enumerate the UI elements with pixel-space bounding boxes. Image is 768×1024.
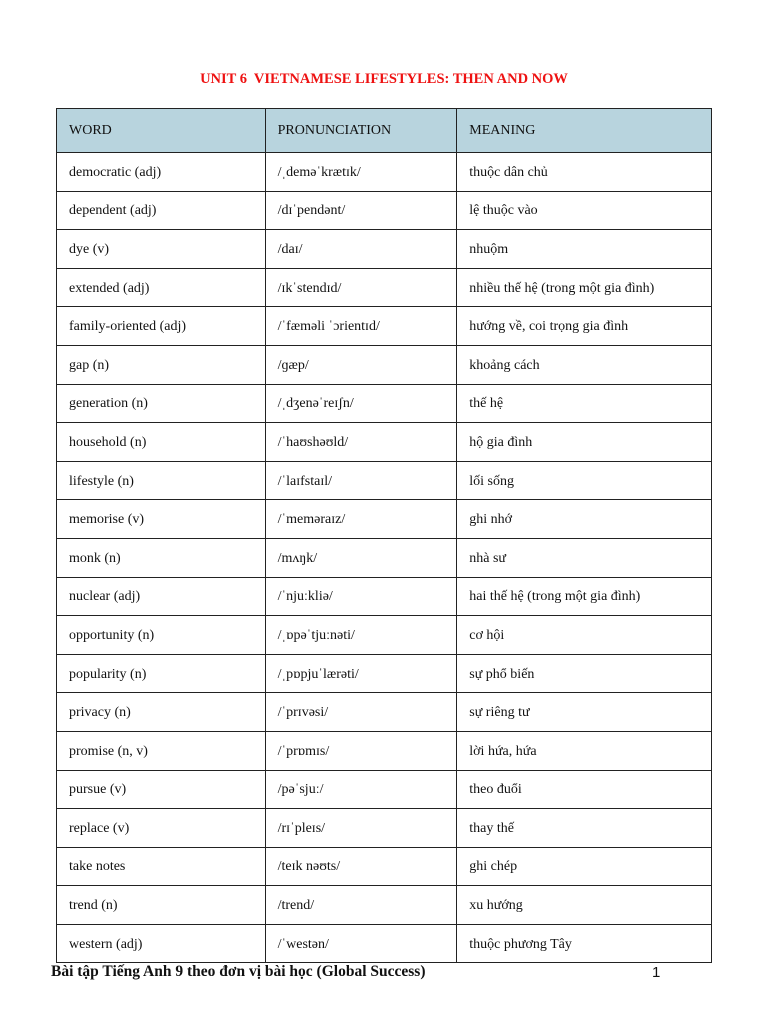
word-cell: extended (adj) [57, 268, 266, 307]
pronunciation-cell: /ˈprɪvəsi/ [265, 693, 457, 732]
vocabulary-table [56, 108, 712, 963]
word-cell: western (adj) [57, 924, 266, 963]
table-row [57, 577, 712, 616]
table-header-row [57, 109, 712, 153]
meaning-cell: thay thế [457, 809, 712, 848]
meaning-cell: nhà sư [457, 538, 712, 577]
pronunciation-cell: /teɪk nəʊts/ [265, 847, 457, 886]
table-row [57, 461, 712, 500]
meaning-cell: lời hứa, hứa [457, 731, 712, 770]
page-number: 1 [652, 964, 661, 981]
meaning-cell: thế hệ [457, 384, 712, 423]
meaning-cell: nhiều thế hệ (trong một gia đình) [457, 268, 712, 307]
word-cell: replace (v) [57, 809, 266, 848]
word-cell: privacy (n) [57, 693, 266, 732]
word-cell: lifestyle (n) [57, 461, 266, 500]
word-cell: popularity (n) [57, 654, 266, 693]
table-row [57, 924, 712, 963]
table-row [57, 809, 712, 848]
pronunciation-cell: /ˈwestən/ [265, 924, 457, 963]
footer-text: Bài tập Tiếng Anh 9 theo đơn vị bài học (Global Success) [51, 963, 426, 980]
table-row [57, 191, 712, 230]
pronunciation-cell: /daɪ/ [265, 230, 457, 269]
pronunciation-cell: /ɪkˈstendɪd/ [265, 268, 457, 307]
word-cell: opportunity (n) [57, 616, 266, 655]
meaning-cell: xu hướng [457, 886, 712, 925]
word-cell: dye (v) [57, 230, 266, 269]
word-cell: gap (n) [57, 345, 266, 384]
table-row [57, 847, 712, 886]
pronunciation-cell: /ˌdʒenəˈreɪʃn/ [265, 384, 457, 423]
meaning-cell: hai thế hệ (trong một gia đình) [457, 577, 712, 616]
pronunciation-cell: /ˈprɒmɪs/ [265, 731, 457, 770]
pronunciation-cell: /ˌpɒpjuˈlærəti/ [265, 654, 457, 693]
word-cell: household (n) [57, 423, 266, 462]
page-title: UNIT 6 VIETNAMESE LIFESTYLES: THEN AND NOW [200, 71, 568, 87]
meaning-cell: thuộc phương Tây [457, 924, 712, 963]
word-cell: family-oriented (adj) [57, 307, 266, 346]
pronunciation-cell: /ɡæp/ [265, 345, 457, 384]
word-cell: dependent (adj) [57, 191, 266, 230]
meaning-cell: lối sống [457, 461, 712, 500]
header-meaning: MEANING [457, 109, 712, 153]
word-cell: nuclear (adj) [57, 577, 266, 616]
header-pronunciation: PRONUNCIATION [265, 109, 457, 153]
meaning-cell: ghi nhớ [457, 500, 712, 539]
table-row [57, 307, 712, 346]
meaning-cell: lệ thuộc vào [457, 191, 712, 230]
word-cell: monk (n) [57, 538, 266, 577]
meaning-cell: thuộc dân chủ [457, 153, 712, 192]
table-row [57, 230, 712, 269]
pronunciation-cell: /ˈhaʊshəʊld/ [265, 423, 457, 462]
table-row [57, 345, 712, 384]
pronunciation-cell: /ˈlaɪfstaɪl/ [265, 461, 457, 500]
table-row [57, 616, 712, 655]
pronunciation-cell: /trend/ [265, 886, 457, 925]
pronunciation-cell: /rɪˈpleɪs/ [265, 809, 457, 848]
table-row [57, 538, 712, 577]
pronunciation-cell: /pəˈsjuː/ [265, 770, 457, 809]
table-row [57, 731, 712, 770]
meaning-cell: hướng về, coi trọng gia đình [457, 307, 712, 346]
table-body [57, 153, 712, 963]
word-cell: trend (n) [57, 886, 266, 925]
meaning-cell: sự phổ biến [457, 654, 712, 693]
table-row [57, 886, 712, 925]
header-word: WORD [57, 109, 266, 153]
word-cell: pursue (v) [57, 770, 266, 809]
meaning-cell: nhuộm [457, 230, 712, 269]
table-row [57, 500, 712, 539]
meaning-cell: theo đuổi [457, 770, 712, 809]
pronunciation-cell: /ˈfæməli ˈɔrientɪd/ [265, 307, 457, 346]
table-row [57, 384, 712, 423]
table-row [57, 654, 712, 693]
word-cell: take notes [57, 847, 266, 886]
word-cell: generation (n) [57, 384, 266, 423]
pronunciation-cell: /ˈnjuːkliə/ [265, 577, 457, 616]
pronunciation-cell: /dɪˈpendənt/ [265, 191, 457, 230]
table-row [57, 423, 712, 462]
pronunciation-cell: /ˌɒpəˈtjuːnəti/ [265, 616, 457, 655]
meaning-cell: hộ gia đình [457, 423, 712, 462]
pronunciation-cell: /mʌŋk/ [265, 538, 457, 577]
word-cell: promise (n, v) [57, 731, 266, 770]
meaning-cell: khoảng cách [457, 345, 712, 384]
table-row [57, 770, 712, 809]
word-cell: memorise (v) [57, 500, 266, 539]
table-row [57, 693, 712, 732]
table-row [57, 153, 712, 192]
meaning-cell: ghi chép [457, 847, 712, 886]
table-row [57, 268, 712, 307]
pronunciation-cell: /ˈmeməraɪz/ [265, 500, 457, 539]
meaning-cell: sự riêng tư [457, 693, 712, 732]
word-cell: democratic (adj) [57, 153, 266, 192]
meaning-cell: cơ hội [457, 616, 712, 655]
pronunciation-cell: /ˌdeməˈkrætɪk/ [265, 153, 457, 192]
